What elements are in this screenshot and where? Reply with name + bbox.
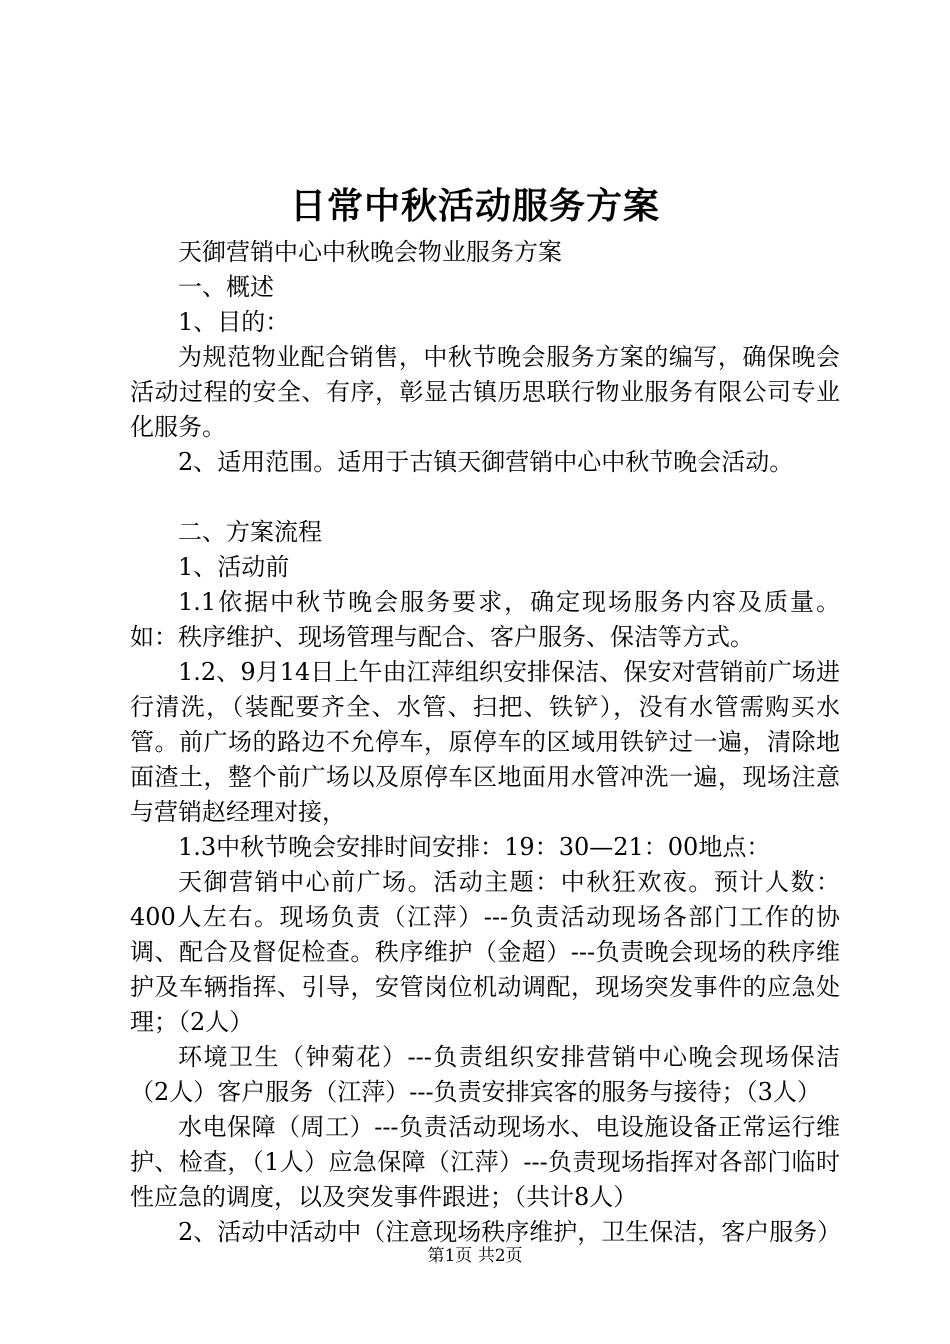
paragraph-sanitation: 环境卫生（钟菊花）---负责组织安排营销中心晚会现场保洁（2人）客户服务（江萍）---负责安排宾客的服务与接待；（3人） <box>130 1043 840 1106</box>
paragraph-1-1: 1.1依据中秋节晚会服务要求，确定现场服务内容及质量。如：秩序维护、现场管理与配合、客户服务、保洁等方式。 <box>130 588 840 651</box>
paragraph-scope: 2、适用范围。适用于古镇天御营销中心中秋节晚会活动。 <box>178 448 794 476</box>
paragraph-subtitle: 天御营销中心中秋晚会物业服务方案 <box>178 238 562 266</box>
page-footer: 第1页 共2页 <box>427 1246 523 1266</box>
heading-during-event: 2、活动中活动中（注意现场秩序维护，卫生保洁，客户服务） <box>178 1218 842 1246</box>
heading-before-event: 1、活动前 <box>178 553 290 581</box>
paragraph-1-3: 1.3中秋节晚会安排时间安排：19：30—21：00地点： <box>178 833 771 861</box>
paragraph-utilities: 水电保障（周工）---负责活动现场水、电设施设备正常运行维护、检查，（1人）应急保障（江萍）---负责现场指挥对各部门临时性应急的调度，以及突发事件跟进；（共计8人） <box>130 1113 840 1211</box>
heading-process: 二、方案流程 <box>178 518 322 546</box>
heading-purpose: 1、目的： <box>178 308 290 336</box>
paragraph-venue: 天御营销中心前广场。活动主题：中秋狂欢夜。预计人数：400人左右。现场负责（江萍）---负责活动现场各部门工作的协调、配合及督促检查。秩序维护（金超）---负责晚会现场的秩序维护及车辆指挥、引导，安管岗位机动调配，现场突发事件的应急处理；（2人） <box>130 868 840 1036</box>
heading-overview: 一、概述 <box>178 273 274 301</box>
paragraph-purpose: 为规范物业配合销售，中秋节晚会服务方案的编写，确保晚会活动过程的安全、有序，彰显古镇历思联行物业服务有限公司专业化服务。 <box>130 343 840 441</box>
paragraph-1-2: 1.2、9月14日上午由江萍组织安排保洁、保安对营销前广场进行清洗，（装配要齐全、水管、扫把、铁铲），没有水管需购买水管。前广场的路边不允停车，原停车的区域用铁铲过一遍，清除地面渣土，整个前广场以及原停车区地面用水管冲洗一遍，现场注意与营销赵经理对接， <box>130 658 840 826</box>
document-title: 日常中秋活动服务方案 <box>289 185 660 227</box>
document-body <box>130 235 840 1250</box>
